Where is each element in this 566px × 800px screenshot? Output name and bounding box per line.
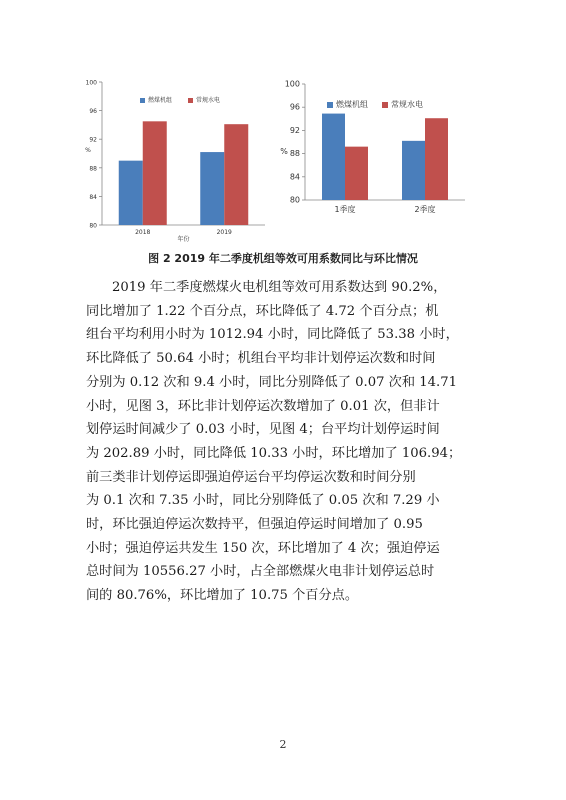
x-tick-label: 2018: [135, 229, 151, 236]
y-tick-label: 88: [89, 165, 97, 173]
paragraph-line: 同比增加了 1.22 个百分点，环比降低了 4.72 个百分点；机: [86, 303, 439, 319]
x-axis-label: 年份: [177, 236, 190, 243]
paragraph-line: 为 202.89 小时，同比降低 10.33 小时，环比增加了 106.94；: [86, 445, 462, 461]
paragraph-line: 总时间为 10556.27 小时，占全部燃煤火电非计划停运总时: [86, 564, 435, 580]
bar: [425, 118, 448, 200]
chart-qoq: [275, 70, 470, 245]
figure-caption: 图 2 2019 年二季度机组等效可用系数同比与环比情况: [148, 252, 418, 265]
paragraph-line: 间的 80.76%，环比增加了 10.75 个百分点。: [86, 588, 359, 604]
legend-label: 常规水电: [391, 100, 423, 109]
paragraph-line: 前三类非计划停运即强迫停运台平均停运次数和时间分别: [86, 469, 416, 485]
y-axis-label: %: [280, 147, 288, 156]
x-tick-label: 2季度: [414, 205, 436, 214]
body-paragraph: [86, 276, 486, 608]
paragraph-line: 环比降低了 50.64 小时；机组台平均非计划停运次数和时间: [86, 351, 436, 367]
y-tick-label: 84: [89, 193, 97, 201]
paragraph-line: 划停运时间减少了 0.03 小时，见图 4；台平均计划停运时间: [86, 422, 440, 438]
bar: [143, 121, 167, 225]
page-number: 2: [279, 738, 287, 751]
bar: [200, 152, 224, 225]
bar: [224, 124, 248, 225]
y-tick-label: 84: [289, 172, 300, 182]
legend-swatch: [327, 102, 333, 108]
y-tick-label: 100: [284, 79, 300, 89]
paragraph-line: 组台平均利用小时为 1012.94 小时，同比降低了 53.38 小时，: [86, 327, 459, 343]
y-tick-label: 96: [289, 102, 300, 112]
y-axis-label: %: [85, 147, 91, 154]
y-tick-label: 92: [89, 136, 97, 144]
y-tick-label: 80: [89, 222, 97, 230]
paragraph-line: 为 0.1 次和 7.35 小时，同比分别降低了 0.05 次和 7.29 小: [86, 493, 440, 509]
bar: [402, 141, 425, 200]
x-tick-label: 1季度: [334, 205, 356, 214]
legend-swatch: [188, 98, 193, 103]
bar-chart: [80, 70, 270, 245]
chart-yoy: [80, 70, 270, 245]
legend-label: 常规水电: [196, 97, 221, 104]
legend-swatch: [382, 102, 388, 108]
bar-chart: [275, 70, 470, 245]
paragraph-line: 时，环比强迫停运次数持平，但强迫停运时间增加了 0.95: [86, 517, 423, 533]
y-tick-label: 88: [289, 149, 300, 159]
bar: [322, 114, 345, 200]
paragraph-line: 小时；强迫停运共发生 150 次，环比增加了 4 次；强迫停运: [86, 540, 440, 556]
y-tick-label: 92: [289, 125, 300, 135]
bar: [119, 161, 143, 225]
legend-swatch: [140, 98, 145, 103]
y-tick-label: 96: [89, 108, 97, 116]
paragraph-line: 分别为 0.12 次和 9.4 小时，同比分别降低了 0.07 次和 14.71: [86, 374, 457, 390]
x-tick-label: 2019: [216, 229, 232, 236]
bar: [345, 147, 368, 200]
paragraph-line: 2019 年二季度燃煤火电机组等效可用系数达到 90.2%，: [112, 280, 447, 295]
legend-label: 燃煤机组: [148, 97, 173, 104]
y-tick-label: 80: [289, 195, 300, 205]
paragraph-line: 小时，见图 3，环比非计划停运次数增加了 0.01 次，但非计: [86, 398, 440, 414]
y-tick-label: 100: [85, 79, 97, 87]
legend-label: 燃煤机组: [336, 100, 368, 109]
